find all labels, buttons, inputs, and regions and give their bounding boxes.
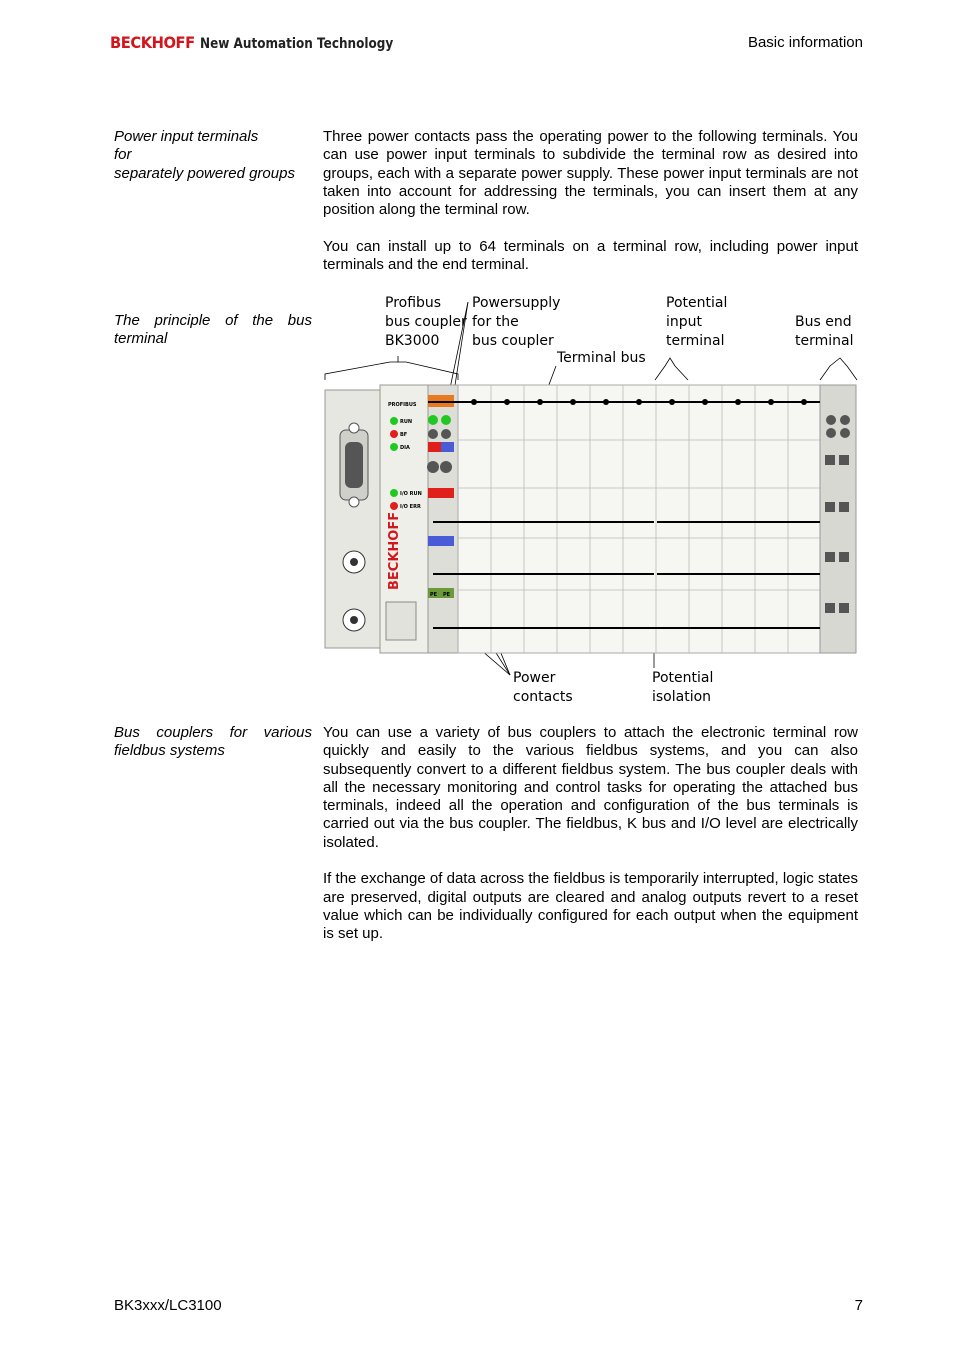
svg-text:I/O RUN: I/O RUN: [400, 491, 422, 497]
bus-terminal-diagram: [320, 290, 860, 710]
header-section-title: Basic information: [747, 34, 863, 51]
side-label-line: separately powered groups: [114, 164, 295, 182]
svg-text:PE: PE: [430, 592, 438, 598]
label-terminal-bus: Terminal bus: [557, 350, 646, 366]
label-coupler: Profibus bus coupler BK3000: [385, 295, 467, 349]
svg-text:PE: PE: [443, 592, 451, 598]
bus-couplers-text: [323, 724, 858, 944]
svg-text:BF: BF: [400, 432, 408, 438]
paragraph: Three power contacts pass the operating power to the following terminals. You can use power input terminals to subdivide the terminal row as desired into groups, each with a separate power supply. These power input terminals are not taken into account for addressing the terminals, you can insert them at any position along the terminal row.: [323, 128, 858, 219]
side-label-principle: The principle of the bus terminal: [114, 312, 312, 348]
bus-name: PROFIBUS: [388, 402, 417, 408]
svg-text:I/O ERR: I/O ERR: [400, 504, 421, 510]
power-input-text: [323, 128, 858, 274]
label-bus-end: Bus end terminal: [795, 314, 854, 349]
svg-text:RUN: RUN: [400, 419, 413, 425]
footer-doc-id: BK3xxx/LC3100: [114, 1297, 222, 1314]
paragraph: If the exchange of data across the fieldbus is temporarily interrupted, logic states are preserved, digital outputs are cleared and analog outputs revert to a reset value which can be individually configured for each output when the equipment is set up.: [323, 870, 858, 943]
paragraph: You can use a variety of bus couplers to attach the electronic terminal row quickly and easily to the various fieldbus systems, and you can also subsequently convert to a different fieldbus system. The bus coupler deals with all the necessary monitoring and control tasks for operating the attached bus terminals, indeed all the operation and configuration of the bus terminals is carried out via the bus coupler. The fieldbus, K bus and I/O level are electrically isolated.: [323, 724, 858, 851]
bus-coupler: [325, 385, 458, 653]
label-powersupply: Powersupply for the bus coupler: [472, 295, 561, 349]
vertical-brand: BECKHOFF: [387, 511, 402, 590]
label-potential-isolation: Potential isolation: [652, 670, 714, 705]
side-label-power-input: [114, 128, 312, 183]
label-potential-input: Potential input terminal: [666, 295, 728, 349]
header-logo: [110, 33, 425, 55]
brand-tagline: New Automation Technology: [200, 36, 394, 52]
svg-text:DIA: DIA: [400, 445, 410, 451]
side-label-line: Power input terminals: [114, 128, 259, 145]
bus-terminal-figure: [320, 290, 860, 710]
side-label-bus-couplers: Bus couplers for various fieldbus systems: [114, 724, 312, 760]
footer-page-number: 7: [854, 1297, 863, 1314]
side-label-line: for: [114, 146, 132, 164]
paragraph: You can install up to 64 terminals on a terminal row, including power input terminals and the end terminal.: [323, 237, 858, 274]
label-power-contacts: Power contacts: [513, 670, 573, 705]
brand-name: BECKHOFF: [110, 33, 195, 52]
terminal-row: [428, 385, 856, 653]
